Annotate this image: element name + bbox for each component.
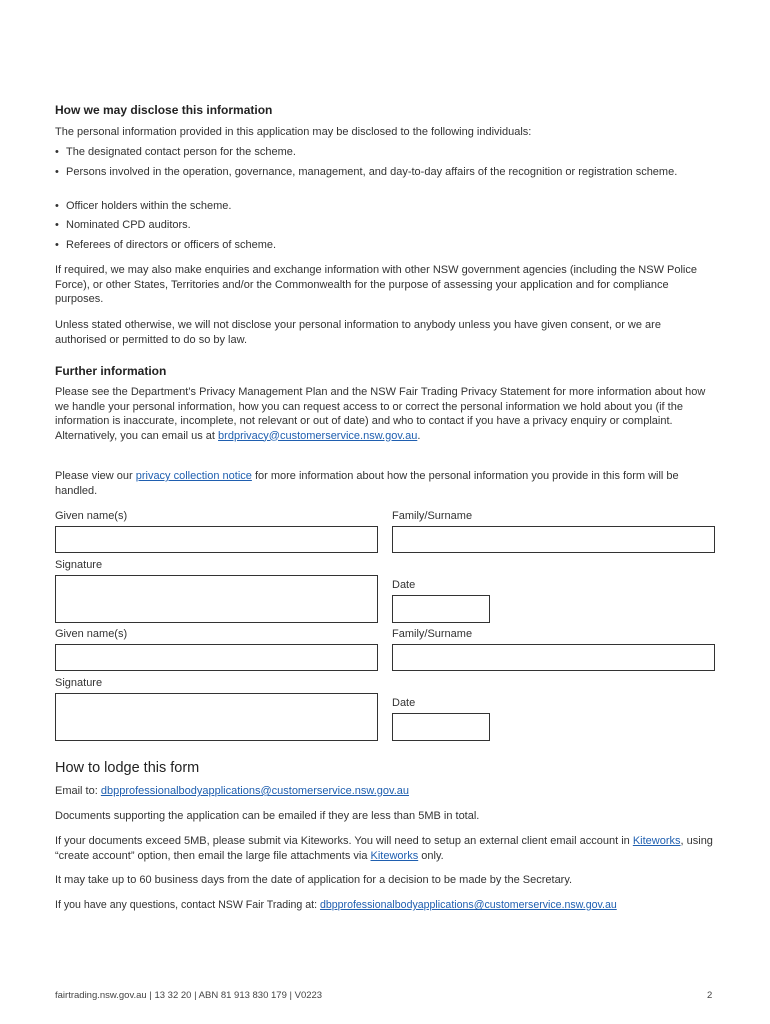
list-item: • The designated contact person for the scheme. bbox=[55, 145, 686, 160]
given-name-field[interactable] bbox=[55, 644, 378, 671]
lodge-para2-c: only. bbox=[421, 849, 444, 862]
lodge-heading: How to lodge this form bbox=[55, 760, 200, 776]
disclose-para1: If required, we may also make enquiries and exchange information with other NSW government agencies (including the NSW Police Force), or other States, Territories and/or the Commonwealth for the purpose of assessing your application and for compliance purposes. bbox=[55, 264, 697, 305]
signature-field[interactable] bbox=[55, 693, 378, 741]
lodge-email-label: Email to: bbox=[55, 785, 98, 797]
list-item: • Nominated CPD auditors. bbox=[55, 218, 686, 233]
given-name-label: Given name(s) bbox=[55, 510, 128, 522]
lodge-para2 bbox=[55, 834, 715, 863]
lodge-para2-a: If your documents exceed 5MB, please submit via Kiteworks. You will need to setup an external client email account in bbox=[55, 835, 630, 847]
further-para1: Please see the Department’s Privacy Management Plan and the NSW Fair Trading Privacy Statement for more information about how we handle your personal information, how you can request access to or correct the personal information we hold about you (if the information is inaccurate, incomplete, not relevant or out of date) and who to contact if you have a privacy enquiry or complaint. Alternatively, you can email us at brdprivacy@customerservice.nsw.gov.au. bbox=[55, 386, 706, 442]
date-label: Date bbox=[392, 697, 416, 709]
lodge-para2-b: , using “create account” option, then email the large file attachments via bbox=[55, 835, 713, 862]
disclose-intro: The personal information provided in this application may be disclosed to the following individuals: bbox=[55, 126, 532, 138]
contact-email-link[interactable]: dbpprofessionalbodyapplications@customerservice.nsw.gov.au bbox=[319, 899, 617, 911]
signature-field[interactable] bbox=[55, 575, 378, 623]
lodge-para1: Documents supporting the application can be emailed if they are less than 5MB in total. bbox=[55, 810, 480, 822]
lodge-email-line bbox=[55, 784, 715, 799]
given-name-label: Given name(s) bbox=[55, 628, 128, 640]
signature-label: Signature bbox=[55, 559, 103, 571]
privacy-email-link[interactable]: brdprivacy@customerservice.nsw.gov.au bbox=[218, 429, 418, 442]
lodge-para4-text: If you have any questions, contact NSW Fair Trading at: bbox=[55, 899, 318, 911]
family-name-field[interactable] bbox=[392, 526, 715, 553]
date-label: Date bbox=[392, 579, 416, 591]
disclose-para2: Unless stated otherwise, we will not disclose your personal information to anybody unless you have given consent, or we are authorised or permitted to do so by law. bbox=[55, 319, 661, 346]
family-name-label: Family/Surname bbox=[392, 510, 473, 522]
list-item: • Referees of directors or officers of scheme. bbox=[55, 238, 686, 253]
list-item: • Officer holders within the scheme. bbox=[55, 199, 686, 214]
lodge-para3: It may take up to 60 business days from the date of application for a decision to be made by the Secretary. bbox=[55, 874, 573, 886]
footer-info: fairtrading.nsw.gov.au | 13 32 20 | ABN 81 913 830 179 | V0223 bbox=[55, 990, 323, 1001]
further-para2-pre: Please view our bbox=[55, 470, 133, 482]
kiteworks-link[interactable]: Kiteworks bbox=[370, 849, 419, 862]
further-para2-post: for more information about how the personal information you provide in this form will be handled. bbox=[55, 470, 679, 497]
family-name-field[interactable] bbox=[392, 644, 715, 671]
list-item: • Persons involved in the operation, governance, management, and day-to-day affairs of the recognition or registration scheme. bbox=[55, 165, 686, 180]
further-heading: Further information bbox=[55, 364, 167, 378]
privacy-collection-notice-link[interactable]: privacy collection notice bbox=[135, 470, 252, 482]
lodge-para4 bbox=[55, 898, 715, 913]
signature-label: Signature bbox=[55, 677, 103, 689]
disclose-heading: How we may disclose this information bbox=[55, 103, 273, 117]
family-name-label: Family/Surname bbox=[392, 628, 473, 640]
further-para2 bbox=[55, 469, 715, 498]
kiteworks-link[interactable]: Kiteworks bbox=[632, 835, 681, 847]
page-number: 2 bbox=[707, 990, 713, 1001]
date-field[interactable] bbox=[392, 713, 490, 741]
further-text: Please see the Department’s Privacy Management Plan and the NSW Fair Trading Privacy Statement for more information about how we handle your personal information, how you can request access to or correct the personal information we hold about you (if the information is inaccurate, incomplete, not relevant or out of date) and who to contact if you have a privacy enquiry or complaint. Alternatively, you can email us at bbox=[55, 386, 706, 442]
given-name-field[interactable] bbox=[55, 526, 378, 553]
lodge-email-link[interactable]: dbpprofessionalbodyapplications@customerservice.nsw.gov.au bbox=[100, 785, 409, 797]
date-field[interactable] bbox=[392, 595, 490, 623]
